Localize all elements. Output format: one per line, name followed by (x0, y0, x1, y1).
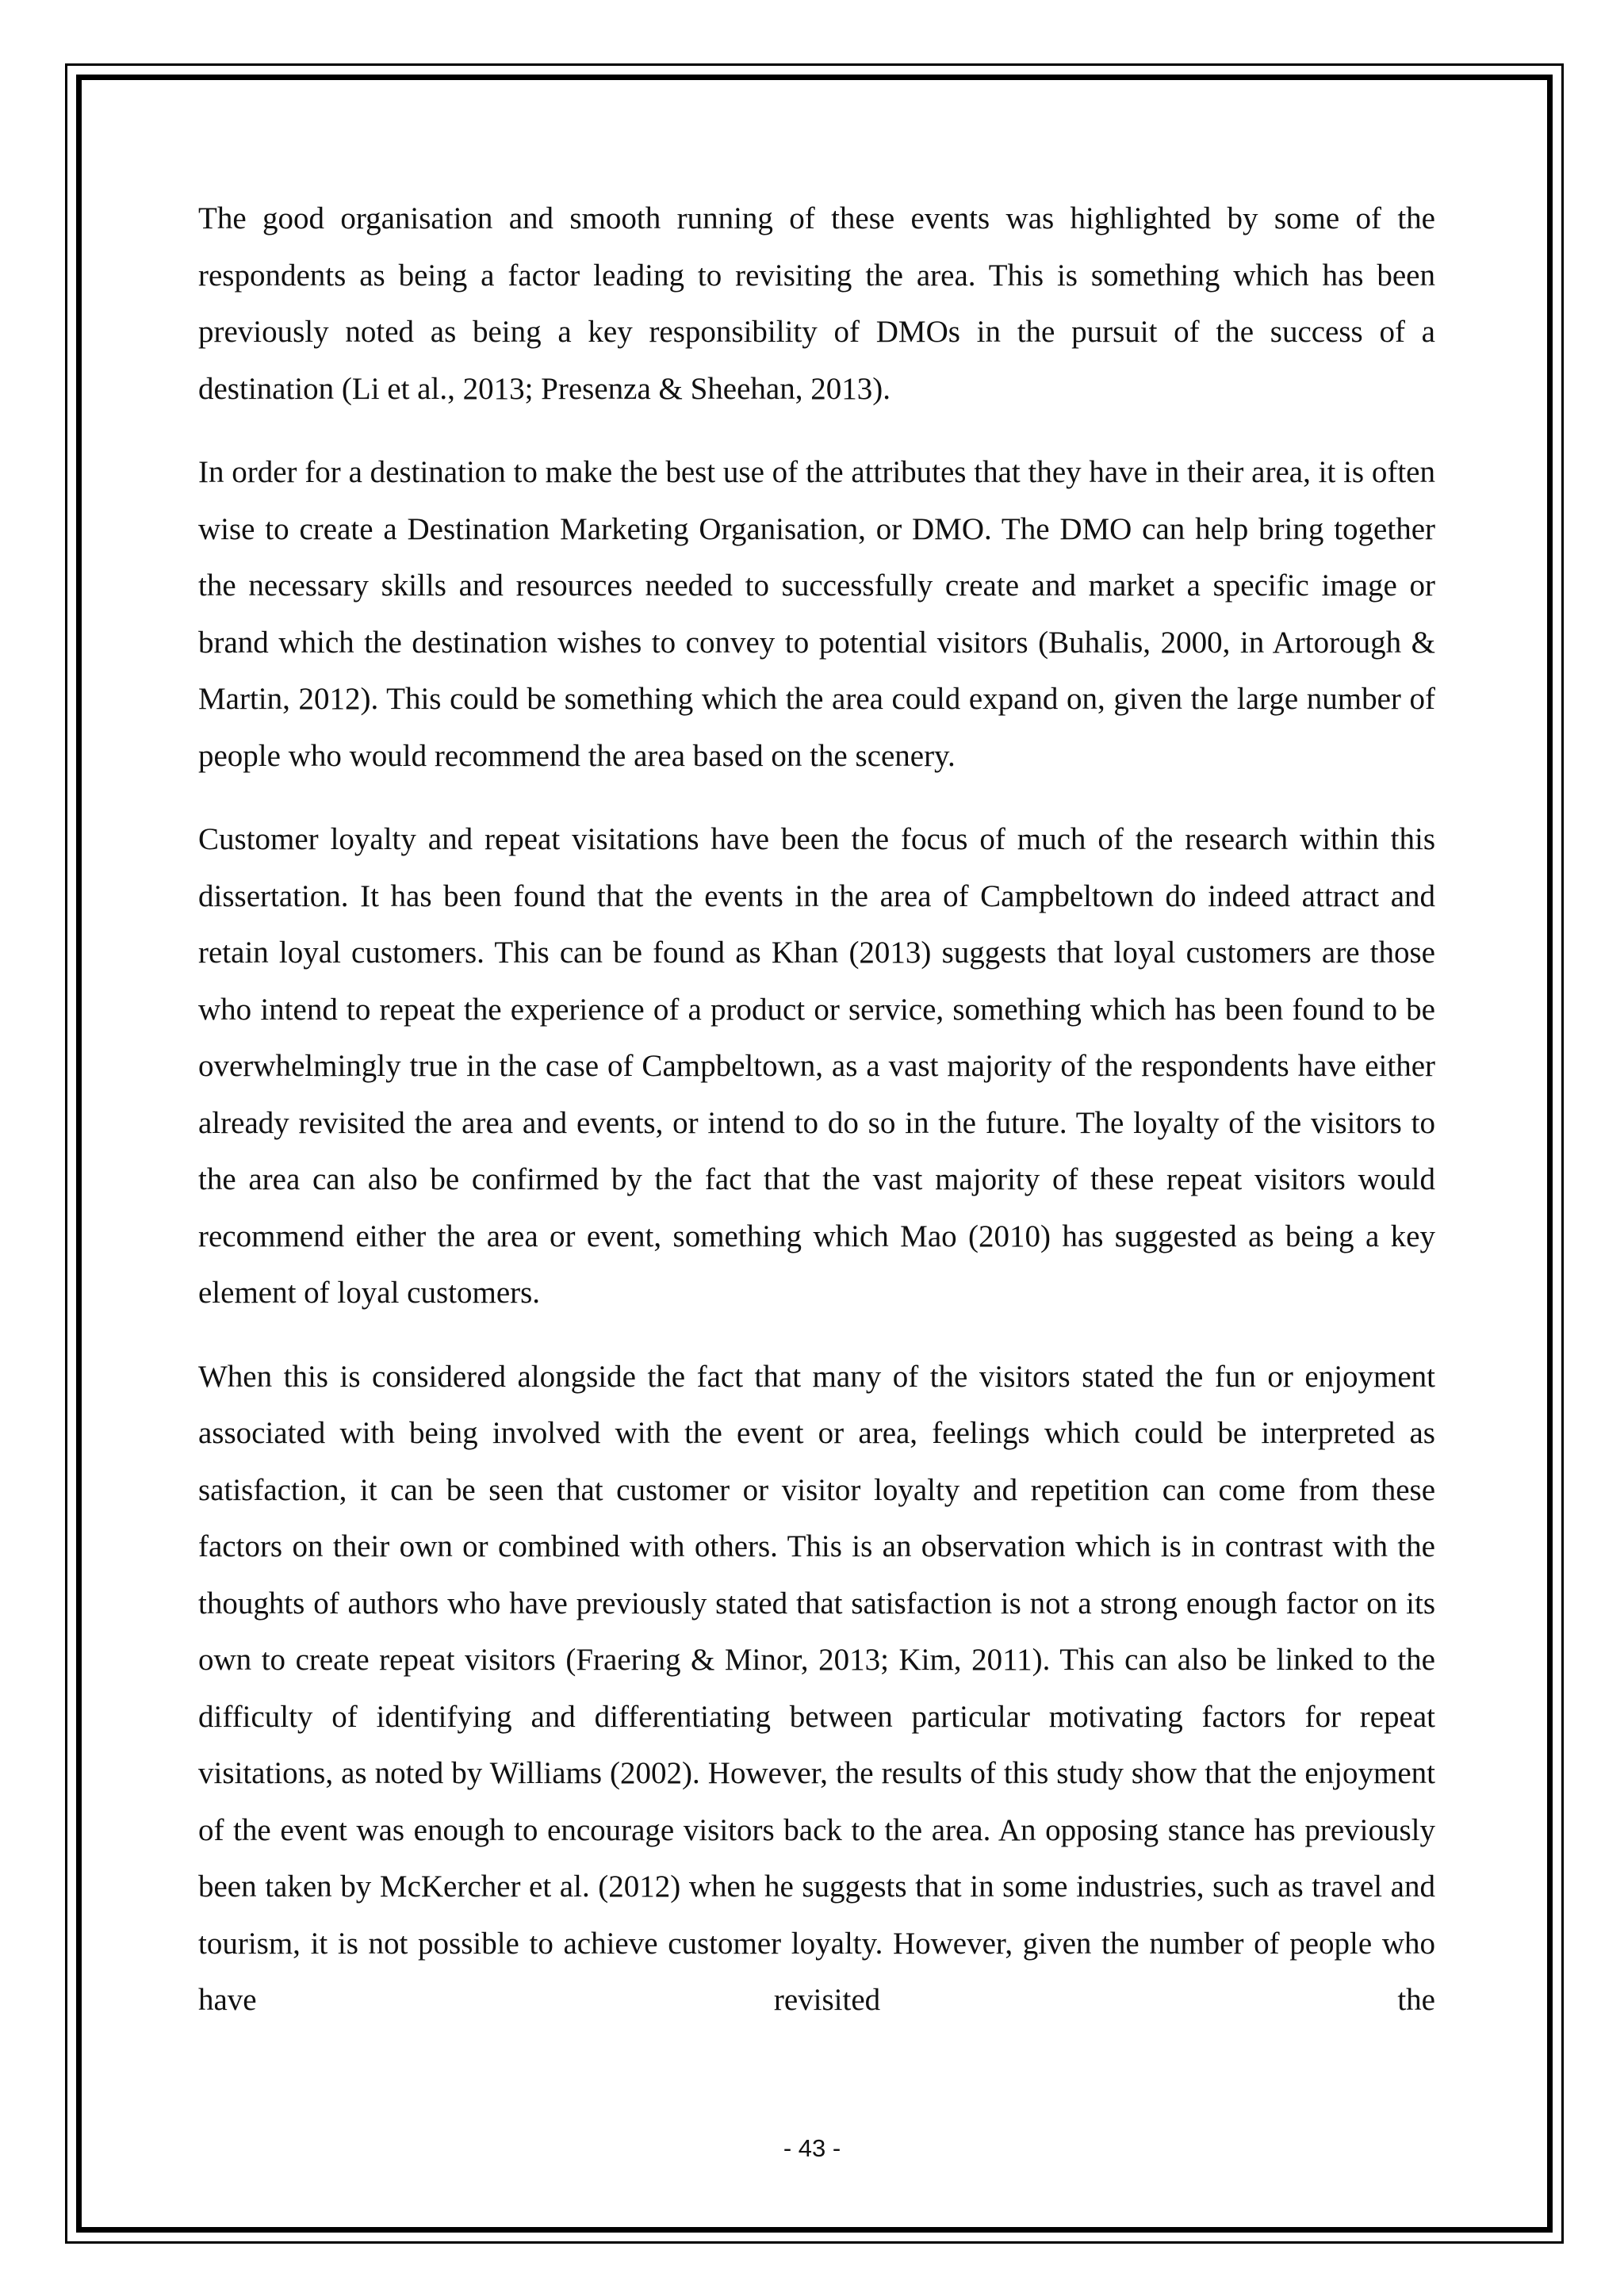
paragraph-2: In order for a destination to make the best use of the attributes that they have in their area, it is often wise to create a Destination Marketing Organisation, or DMO. The DMO can help bring together the necessary skills and resources needed to successfully create and market a specific image or brand which the destination wishes to convey to potential visitors (Buhalis, 2000, in Artorough & Martin, 2012). This could be something which the area could expand on, given the large number of people who would recommend the area based on the scenery. (198, 455, 1435, 773)
paragraph-3: Customer loyalty and repeat visitations have been the focus of much of the research within this dissertation. It has been found that the events in the area of Campbeltown do indeed attract and retain loyal customers. This can be found as Khan (2013) suggests that loyal customers are those who intend to repeat the experience of a product or service, something which has been found to be overwhelmingly true in the case of Campbeltown, as a vast majority of the respondents have either already revisited the area and events, or intend to do so in the future. The loyalty of the visitors to the area can also be confirmed by the fact that the vast majority of these repeat visitors would recommend either the area or event, something which Mao (2010) has suggested as being a key element of loyal customers. (198, 822, 1435, 1310)
paragraph-4: When this is considered alongside the fact that many of the visitors stated the fun or enjoyment associated with being involved with the event or area, feelings which could be interpreted as satisfaction, it can be seen that customer or visitor loyalty and repetition can come from these factors on their own or combined with others. This is an observation which is in contrast with the thoughts of authors who have previously stated that satisfaction is not a strong enough factor on its own to create repeat visitors (Fraering & Minor, 2013; Kim, 2011). This can also be linked to the difficulty of identifying and differentiating between particular motivating factors for repeat visitations, as noted by Williams (2002). However, the results of this study show that the enjoyment of the event was enough to encourage visitors back to the area. An opposing stance has previously been taken by McKercher et al. (2012) when he suggests that in some industries, such as travel and tourism, it is not possible to achieve customer loyalty. However, given the number of people who have revisited the (198, 1359, 1435, 2017)
body-text (198, 190, 1435, 2056)
page-number: - 43 - (783, 2134, 841, 2162)
paragraph-1: The good organisation and smooth running of these events was highlighted by some of the respondents as being a factor leading to revisiting the area. This is something which has been previously noted as being a key responsibility of DMOs in the pursuit of the success of a destination (Li et al., 2013; Presenza & Sheehan, 2013). (198, 201, 1435, 406)
